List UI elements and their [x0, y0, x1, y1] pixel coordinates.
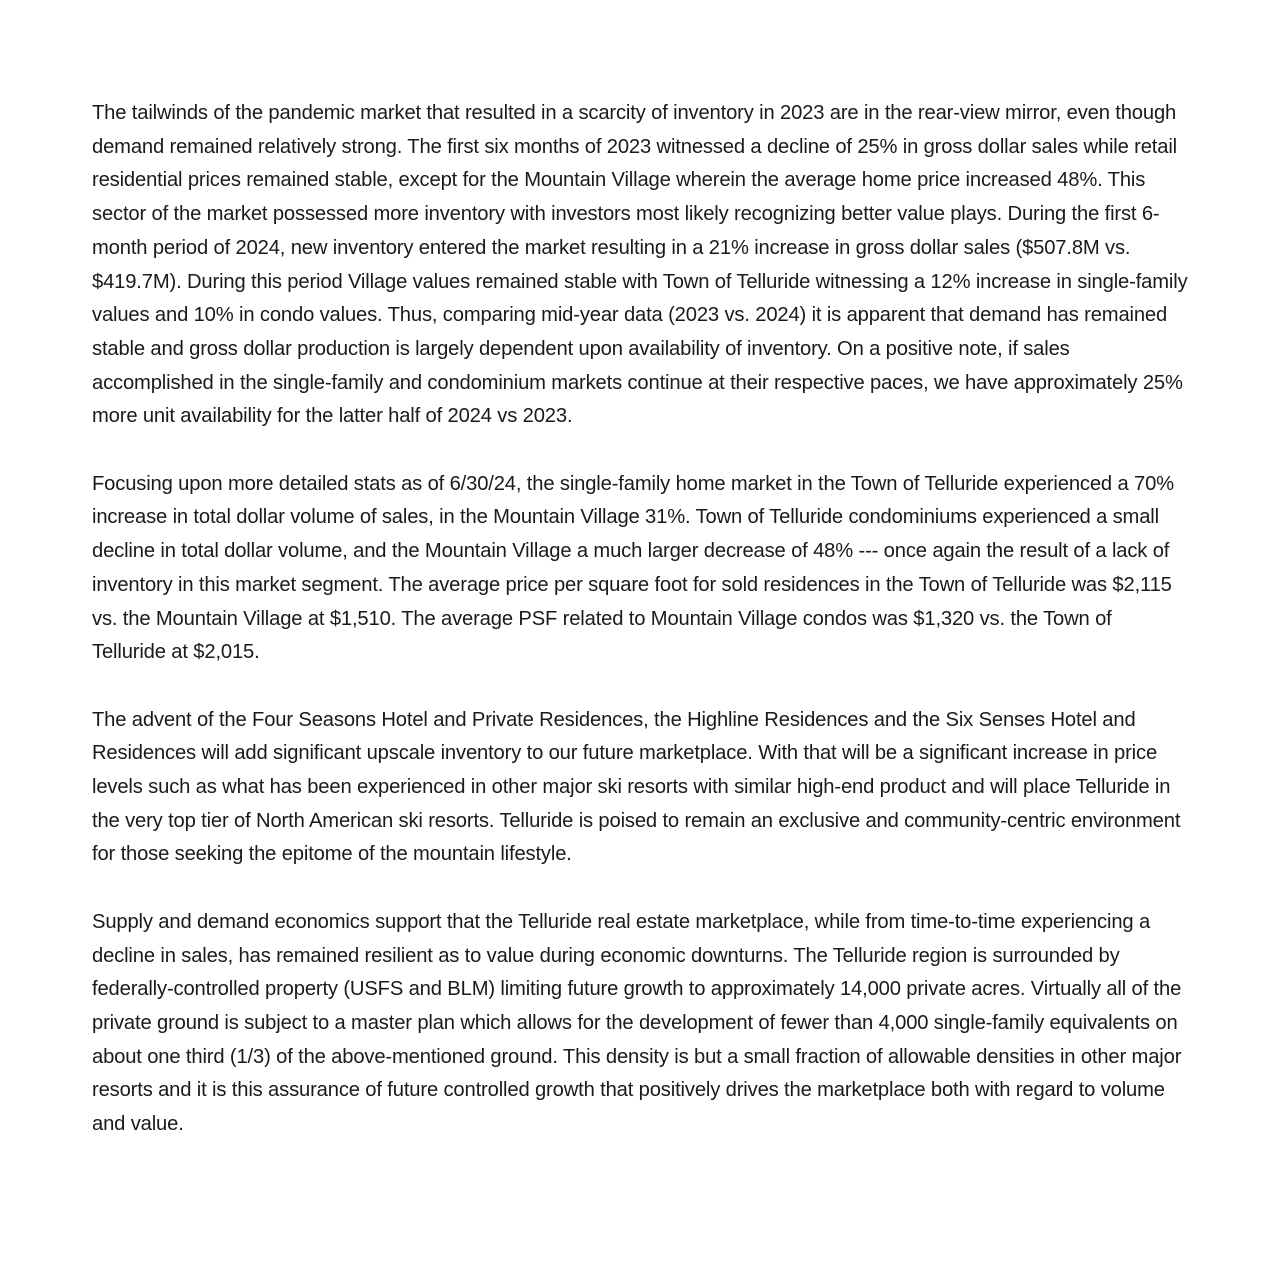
paragraph-detailed-stats: Focusing upon more detailed stats as of 6/30/24, the single-family home market in the Town of Telluride experienced a 70% increase in total dollar volume of sales, in the Mountain Village 31%. Town of Telluride condominiums experienced a small decline in total dollar volume, and the Mountain Village a much larger decrease of 48% --- once again the result of a lack of inventory in this market segment. The average price per square foot for sold residences in the Town of Telluride was $2,115 vs. the Mountain Village at $1,510. The average PSF related to Mountain Village condos was $1,320 vs. the Town of Telluride at $2,015.	[92, 472, 1174, 664]
paragraph-market-overview: The tailwinds of the pandemic market that resulted in a scarcity of inventory in 2023 are in the rear-view mirror, even though demand remained relatively strong. The first six months of 2023 witnessed a decline of 25% in gross dollar sales while retail residential prices remained stable, except for the Mountain Village wherein the average home price increased 48%. This sector of the market possessed more inventory with investors most likely recognizing better value plays. During the first 6-month period of 2024, new inventory entered the market resulting in a 21% increase in gross dollar sales ($507.8M vs. $419.7M). During this period Village values remained stable with Town of Telluride witnessing a 12% increase in single-family values and 10% in condo values. Thus, comparing mid-year data (2023 vs. 2024) it is apparent that demand has remained stable and gross dollar production is largely dependent upon availability of inventory. On a positive note, if sales accomplished in the single-family and condominium markets continue at their respective paces, we have approximately 25% more unit availability for the latter half of 2024 vs 2023.	[92, 102, 1188, 428]
paragraph-supply-demand: Supply and demand economics support that the Telluride real estate marketplace, while from time-to-time experiencing a decline in sales, has remained resilient as to value during economic downturns. The Telluride region is surrounded by federally-controlled property (USFS and BLM) limiting future growth to approximately 14,000 private acres. Virtually all of the private ground is subject to a master plan which allows for the development of fewer than 4,000 single-family equivalents on about one third (1/3) of the above-mentioned ground. This density is but a small fraction of allowable densities in other major resorts and it is this assurance of future controlled growth that positively drives the marketplace both with regard to volume and value.	[92, 910, 1182, 1136]
document-body	[92, 97, 1188, 1142]
paragraph-future-inventory: The advent of the Four Seasons Hotel and Private Residences, the Highline Residences and the Six Senses Hotel and Residences will add significant upscale inventory to our future marketplace. With that will be a significant increase in price levels such as what has been experienced in other major ski resorts with similar high-end product and will place Telluride in the very top tier of North American ski resorts. Telluride is poised to remain an exclusive and community-centric environment for those seeking the epitome of the mountain lifestyle.	[92, 708, 1181, 866]
